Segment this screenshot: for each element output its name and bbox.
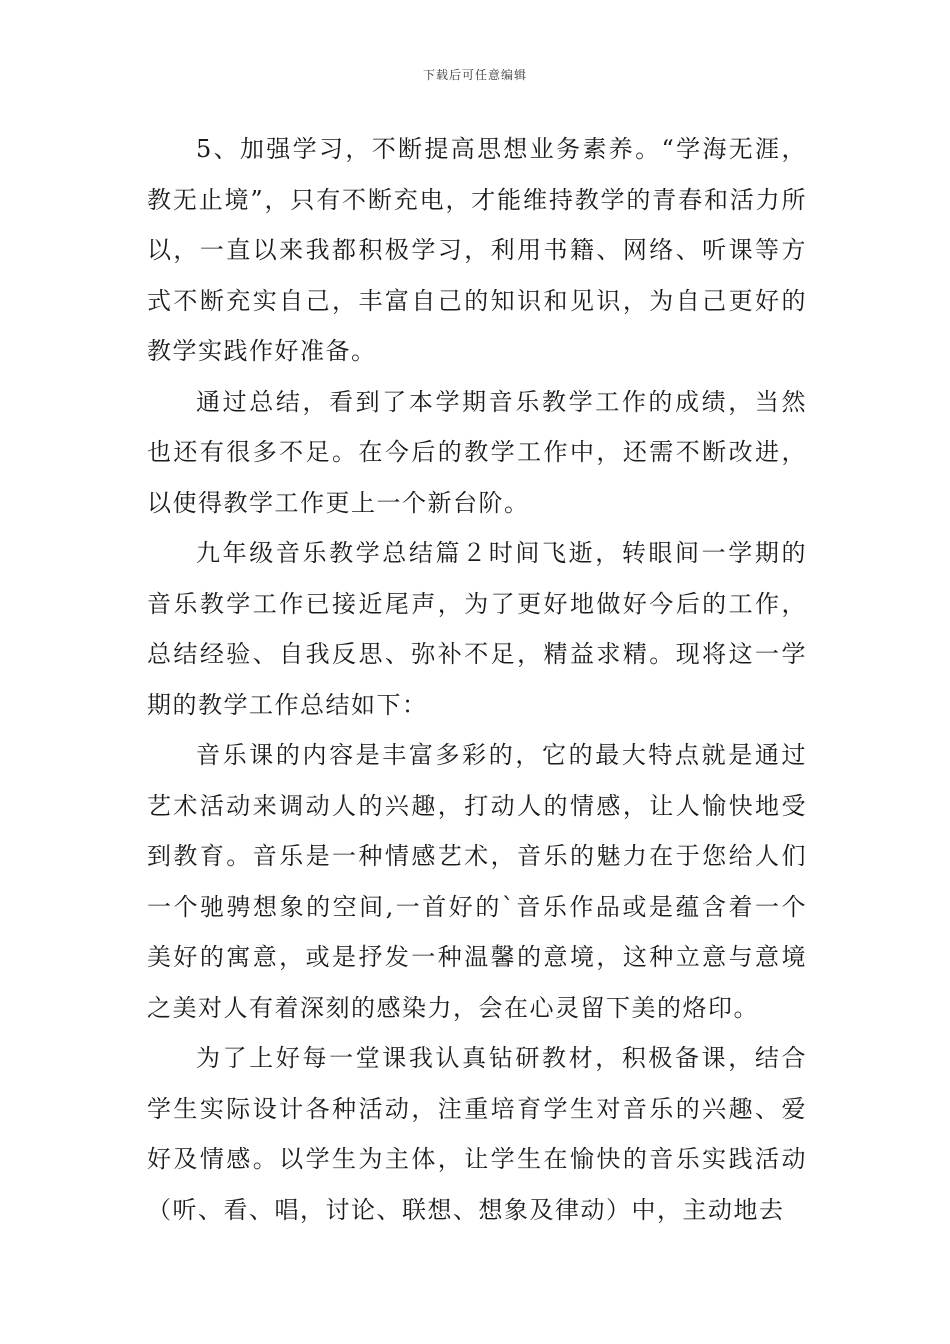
paragraph: 为了上好每一堂课我认真钻研教材，积极备课，结合学生实际设计各种活动，注重培育学生对音乐的兴趣、爱好及情感。以学生为主体，让学生在愉快的音乐实践活动（听、看、唱，讨论、联想、想象及律动）中，主动地去 [147, 1044, 807, 1224]
paragraph: 九年级音乐教学总结篇２时间飞逝，转眼间一学期的音乐教学工作已接近尾声，为了更好地做好今后的工作，总结经验、自我反思、弥补不足，精益求精。现将这一学期的教学工作总结如下： [147, 539, 807, 719]
document-body [147, 124, 807, 1235]
paragraph: 5、加强学习，不断提高思想业务素养。“学海无涯，教无止境”，只有不断充电，才能维持教学的青春和活力所以，一直以来我都积极学习，利用书籍、网络、听课等方式不断充实自己，丰富自己的知识和见识，为自己更好的教学实践作好准备。 [147, 135, 807, 365]
page-header: 下载后可任意编辑 [422, 68, 527, 82]
paragraph: 音乐课的内容是丰富多彩的，它的最大特点就是通过艺术活动来调动人的兴趣，打动人的情感，让人愉快地受到教育。音乐是一种情感艺术，音乐的魅力在于您给人们一个驰骋想象的空间,一首好的`音乐作品或是蕴含着一个美好的寓意，或是抒发一种温馨的意境，这种立意与意境之美对人有着深刻的感染力，会在心灵留下美的烙印。 [147, 741, 807, 1022]
paragraph: 通过总结，看到了本学期音乐教学工作的成绩，当然也还有很多不足。在今后的教学工作中，还需不断改进，以使得教学工作更上一个新台阶。 [147, 387, 807, 517]
